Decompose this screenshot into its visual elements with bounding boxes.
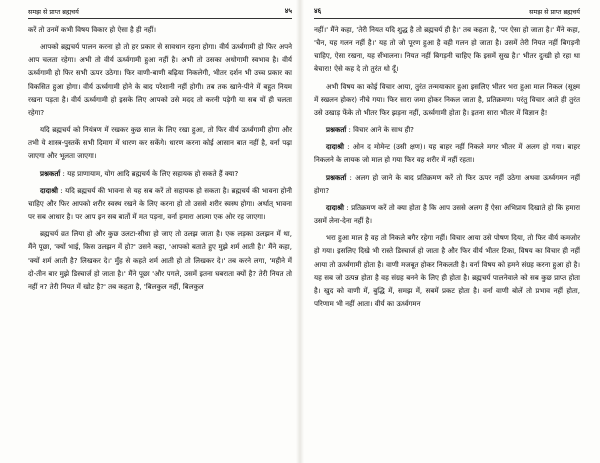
paragraph: अभी विषय का कोई विचार आया, तुरंत तन्मयाकार हुआ इसलिए भीतर भरा हुआ माल निकल (सूक्ष्म में स्खलन होकर) नीचे गया। फिर सारा जमा होकर निकल जाता है, प्रतिक्रमण। परंतु विचार आते ही तुरंत उसे उखाड़ फेंके तो भीतर फिर झड़ना नहीं, ऊर्ध्वगामी होता है। इतना सारा भीतर में विज्ञान है!	[314, 81, 580, 117]
answer-paragraph: दादाश्री : यदि ब्रह्मचर्य की भावना से यह सब करें तो सहायक हो सकता है। ब्रह्मचर्य की भावना होनी चाहिए और फिर आपको शरीर स्वस्थ रखने के लिए करना हो तो उससे शरीर स्वस्थ होगा। अर्थात् भावना पर सब आधार है। पर आप इन सब बातों में मत पड़ना, वर्ना हमारा आत्मा एक ओर रह जाएगा।	[28, 185, 292, 222]
right-page-number: ४६	[314, 6, 322, 15]
answer-paragraph: दादाश्री : प्रतिक्रमण करें तो क्या होता है कि आप उससे अलग हैं ऐसा अभिप्राय दिखाते हो कि हमारा उसमें लेना-देना नहीं है।	[314, 202, 580, 226]
left-page-number: ४५	[284, 6, 292, 15]
speaker-label: प्रश्नकर्ता	[40, 168, 61, 178]
speaker-label: दादाश्री	[40, 185, 58, 195]
right-header-title: समझ से प्राप्त ब्रह्मचर्य	[529, 7, 580, 16]
left-page-body	[28, 23, 292, 293]
speaker-label: प्रश्नकर्ता	[326, 125, 347, 135]
speaker-label: दादाश्री	[326, 202, 344, 212]
left-page-header	[28, 6, 292, 19]
paragraph: भरा हुआ माल है वह तो निकले बगैर रहेगा नहीं। विचार आया उसे पोषण दिया, तो फिर वीर्य कमजोर हो गया। इसलिए दिखे भी रास्ते डिस्चार्ज हो जाता है और फिर वीर्य भीतर टिका, विषय का विचार ही नहीं आया तो ऊर्ध्वगामी होता है। वाणी मजबूत होकर निकलती है। वर्ना विषय को हमने संग्रह करना हुआ हो है। यह सब जो उत्पन्न होता है वह संग्रह बनने के लिए ही होता है। ब्रह्मचर्य पालनेवाले को सब कुछ प्राप्त होता है। खुद को वाणी में, बुद्धि में, समझ में, सबमें प्रकट होता है। वर्ना वाणी बोलें तो प्रभाव नहीं होता, परिणाम भी नहीं आता। वीर्य का ऊर्ध्वगमन	[314, 233, 580, 308]
paragraph: नहीं।' मैंने कहा, 'तेरी नियत यदि शुद्ध है तो ब्रह्मचर्य ही है।' तब कहता है, 'पर ऐसा हो जाता है।' मैंने कहा, 'चैन, यह गलन नहीं है।' यह तो जो पूरण हुआ है वही गलन हो जाता है। उसमें तेरी नियत नहीं बिगड़नी चाहिए, ऐसा रखना, यह सँभालना। नियत नहीं बिगड़नी चाहिए कि इसमें सुख है।' भीतर दुःखी हो रहा था बेचारा! ऐसे कह दे तो तुरंत धो दूँ।	[314, 25, 580, 74]
question-paragraph: प्रश्नकर्ता : यह प्राणायाम, योग आदि ब्रह्मचर्य के लिए सहायक हो सकते हैं क्या?	[40, 168, 239, 178]
speaker-label: प्रश्नकर्ता	[326, 172, 347, 182]
paragraph: आपको ब्रह्मचर्य पालन करना हो तो हर प्रकार से सावधान रहना होगा। वीर्य ऊर्ध्वगामी हो फिर अपने आप चलता रहेगा। अभी तो वीर्य ऊर्ध्वगामी हुआ नहीं है। अभी तो उसका अधोगामी स्वभाव है। वीर्य ऊर्ध्वगामी हो फिर सभी ऊपर उठेगा। फिर वाणी-बाणी बढ़िया निकलेगी, भीतर दर्शन भी उच्च प्रकार का विकसित हुआ होगा। वीर्य ऊर्ध्वगामी होने के बाद परेशानी नहीं होगी। तब तक खाने-पीने में बहुत नियम रखना पड़ता है। वीर्य ऊर्ध्वगामी हो इसके लिए आपको उसे मदद तो करनी पड़ेगी या सब यों ही चलता रहेगा?	[28, 42, 292, 117]
paragraph: ब्रह्मचर्य व्रत लिया हो और कुछ उलटा-सीधा हो जाए तो उलझ जाता है। एक लड़का उलझन में था, मैंने पूछा, 'क्यों भाई, किस उलझन में हो?' उसने कहा, 'आपको बताते हुए मुझे शर्म आती है।' मैंने कहा, 'क्यों शर्म आती है? लिखकर दे।' मुँह से कहते शर्म आती हो तो लिखकर दे।' तब करने लगा, 'महीने में दो-तीन बार मुझे डिस्चार्ज हो जाता है।' मैंने पूछा 'और पगले, उसमें इतना घबराता क्यों है? तेरी नियत तो नहीं न? तेरी नियत में खोट है?' तब कहता है, 'बिलकुल नहीं, बिलकुल	[28, 229, 292, 291]
question-paragraph: प्रश्नकर्ता : विचार आने के साथ ही?	[326, 125, 414, 135]
left-header-title: समझ से प्राप्त ब्रह्मचर्य	[28, 7, 79, 16]
paragraph: करें तो उनमें कभी विषय विकार हो ऐसा है ही नहीं।	[28, 25, 156, 34]
right-page-header	[314, 6, 580, 19]
speaker-label: दादाश्री	[326, 142, 344, 152]
right-page-body	[314, 23, 580, 310]
question-paragraph: प्रश्नकर्ता : अलग हो जाने के बाद प्रतिक्रमण करें तो फिर ऊपर नहीं उठेगा अथवा ऊर्ध्वगमन नहीं होगा?	[314, 172, 580, 195]
right-page	[300, 0, 600, 463]
paragraph: यदि ब्रह्मचर्य को नियंत्रण में रखकर कुछ साल के लिए रखा हुआ, तो फिर वीर्य ऊर्ध्वगामी होगा और तभी ये शास्त्र-पुस्तकें सभी दिमाग में धारण कर सकेंगे। धारण करना कोई आसान बात नहीं है, वर्ना पढ़ा जाएगा और भूलता जाएगा।	[28, 125, 292, 161]
answer-paragraph: दादाश्री : ओन द मोमेन्ट (उसी क्षण)। यह बाहर नहीं निकले मगर भीतर में अलग हो गया। बाहर निकलने के लायक जो माल हो गया फिर वह शरीर में नहीं रहता।	[314, 142, 580, 165]
